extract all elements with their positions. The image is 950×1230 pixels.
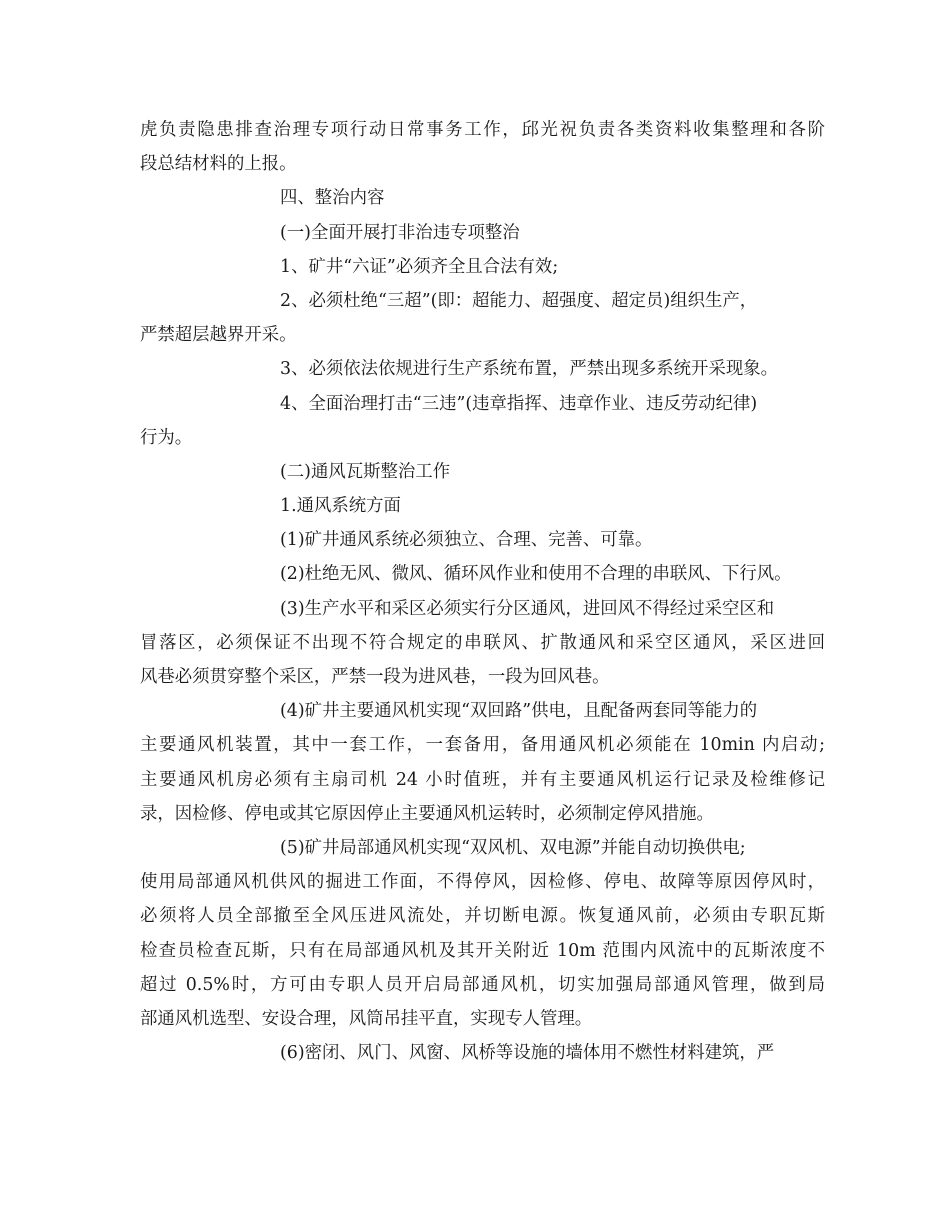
subsection-heading: 1.通风系统方面 — [280, 496, 401, 517]
paragraph-line: 主要通风机房必须有主扇司机 24 小时值班，并有主要通风机运行记录及检维修记 — [140, 769, 825, 790]
subsection-heading: (二)通风瓦斯整治工作 — [280, 461, 451, 482]
paragraph-line: 录，因检修、停电或其它原因停止主要通风机运转时，必须制定停风措施。 — [140, 803, 714, 824]
paragraph-line: 冒落区，必须保证不出现不符合规定的串联风、扩散通风和采空区通风，采区进回 — [140, 632, 825, 653]
paragraph-line: 4、全面治理打击“三违”(违章指挥、违章作业、违反劳动纪律) — [280, 393, 758, 414]
paragraph-line: (1)矿井通风系统必须独立、合理、完善、可靠。 — [280, 530, 653, 551]
paragraph-line: 2、必须杜绝“三超”(即：超能力、超强度、超定员)组织生产， — [280, 290, 758, 311]
document-body — [140, 113, 825, 1070]
paragraph-line: (3)生产水平和采区必须实行分区通风，进回风不得经过采空区和 — [280, 598, 775, 619]
paragraph-line: (2)杜绝无风、微风、循环风作业和使用不合理的串联风、下行风。 — [280, 564, 792, 585]
paragraph-line: 主要通风机装置，其中一套工作，一套备用，备用通风机必须能在 10min 内启动; — [140, 735, 825, 756]
paragraph-line: 3、必须依法依规进行生产系统布置，严禁出现多系统开采现象。 — [280, 359, 779, 380]
paragraph-line: 部通风机选型、安设合理，风筒吊挂平直，实现专人管理。 — [140, 1008, 593, 1029]
paragraph-line: 行为。 — [140, 427, 193, 448]
paragraph-line: (5)矿井局部通风机实现“双风机、双电源”并能自动切换供电; — [280, 837, 746, 858]
paragraph-line: 段总结材料的上报。 — [140, 154, 297, 175]
paragraph-line: 使用局部通风机供风的掘进工作面，不得停风，因检修、停电、故障等原因停风时， — [140, 872, 825, 893]
paragraph-line: 风巷必须贯穿整个采区，严禁一段为进风巷，一段为回风巷。 — [140, 667, 610, 687]
paragraph-line: 检查员检查瓦斯，只有在局部通风机及其开关附近 10m 范围内风流中的瓦斯浓度不 — [140, 940, 825, 961]
paragraph-line: (4)矿井主要通风机实现“双回路”供电，且配备两套同等能力的 — [280, 701, 758, 722]
paragraph-line: 必须将人员全部撤至全风压进风流处，并切断电源。恢复通风前，必须由专职瓦斯 — [140, 906, 825, 927]
paragraph-line: (6)密闭、风门、风窗、风桥等设施的墙体用不燃性材料建筑，严 — [280, 1043, 775, 1064]
subsection-heading: (一)全面开展打非治违专项整治 — [280, 222, 520, 243]
section-heading: 四、整治内容 — [280, 188, 385, 209]
paragraph-line: 超过 0.5%时，方可由专职人员开启局部通风机，切实加强局部通风管理，做到局 — [140, 974, 825, 995]
paragraph-line: 虎负责隐患排查治理专项行动日常事务工作，邱光祝负责各类资料收集整理和各阶 — [140, 120, 825, 140]
paragraph-line: 1、矿井“六证”必须齐全且合法有效; — [280, 256, 559, 277]
paragraph-line: 严禁超层越界开采。 — [140, 325, 297, 346]
